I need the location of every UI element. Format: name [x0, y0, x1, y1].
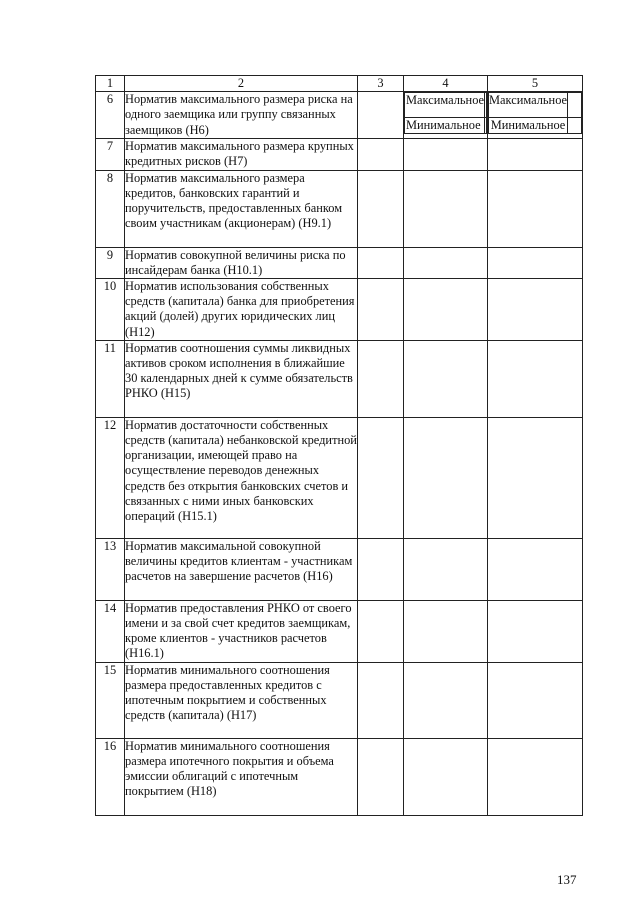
value-cell	[358, 417, 404, 538]
min-value-box[interactable]	[568, 118, 582, 134]
page-number: 137	[557, 872, 577, 887]
row-number: 6	[96, 92, 125, 139]
normative-name: Норматив минимального соотношения размера предоставленных кредитов с ипотечным покрытием и собственных средств (капитала) (Н17)	[125, 662, 358, 738]
table-header-row	[96, 76, 583, 92]
normative-name: Норматив соотношения суммы ликвидных активов сроком исполнения в ближайшие 30 календарных дней к сумме обязательств РНКО (Н15)	[125, 340, 358, 417]
normative-name: Норматив максимального размера крупных кредитных рисков (Н7)	[125, 139, 358, 170]
table-row	[96, 170, 583, 247]
value-cell	[404, 247, 488, 278]
normative-name: Норматив минимального соотношения размера ипотечного покрытия и объема эмиссии облигаций с ипотечным покрытием (Н18)	[125, 738, 358, 815]
value-cell	[404, 738, 488, 815]
min-label: Минимальное	[405, 118, 485, 134]
table-row	[96, 92, 583, 139]
value-cell	[404, 170, 488, 247]
header-cell: 4	[404, 76, 488, 92]
row-number: 16	[96, 738, 125, 815]
value-cell	[358, 738, 404, 815]
row-number: 9	[96, 247, 125, 278]
value-cell	[488, 170, 583, 247]
limit-cell	[404, 92, 488, 139]
table-row	[96, 340, 583, 417]
value-cell	[488, 738, 583, 815]
row-number: 7	[96, 139, 125, 170]
table-row	[96, 662, 583, 738]
value-cell	[358, 139, 404, 170]
normative-name: Норматив совокупной величины риска по инсайдерам банка (Н10.1)	[125, 247, 358, 278]
table-row	[96, 139, 583, 170]
row-number: 10	[96, 279, 125, 341]
max-label: Максимальное	[489, 93, 568, 118]
table-row	[96, 417, 583, 538]
min-value-box[interactable]	[485, 118, 487, 134]
value-cell	[488, 538, 583, 600]
normative-name: Норматив использования собственных средств (капитала) банка для приобретения акций (долей) других юридических лиц (Н12)	[125, 279, 358, 341]
table-row	[96, 247, 583, 278]
value-cell	[358, 170, 404, 247]
table-row	[96, 738, 583, 815]
value-cell	[404, 340, 488, 417]
max-value-box[interactable]	[568, 93, 582, 118]
value-cell	[358, 279, 404, 341]
normative-name: Норматив предоставления РНКО от своего имени и за свой счет кредитов заемщикам, кроме клиентов - участников расчетов (Н16.1)	[125, 600, 358, 662]
value-cell	[358, 247, 404, 278]
value-cell	[358, 662, 404, 738]
value-cell	[488, 247, 583, 278]
value-cell	[358, 600, 404, 662]
value-cell	[488, 340, 583, 417]
value-cell	[404, 538, 488, 600]
header-cell: 3	[358, 76, 404, 92]
header-cell: 1	[96, 76, 125, 92]
value-cell	[488, 662, 583, 738]
normative-name: Норматив достаточности собственных средств (капитала) небанковской кредитной организации, имеющей право на осуществление переводов денежных средств без открытия банковских счетов и связанных с ними иных банковских операций (Н15.1)	[125, 417, 358, 538]
min-label: Минимальное	[489, 118, 568, 134]
max-label: Максимальное	[405, 93, 485, 118]
value-cell	[404, 600, 488, 662]
value-cell	[404, 279, 488, 341]
value-cell	[488, 417, 583, 538]
normative-name: Норматив максимальной совокупной величины кредитов клиентам - участникам расчетов на завершение расчетов (Н16)	[125, 538, 358, 600]
value-cell	[488, 279, 583, 341]
normative-name: Норматив максимального размера кредитов, банковских гарантий и поручительств, предоставленных банком своим участникам (акционерам) (Н9.1)	[125, 170, 358, 247]
normative-name: Норматив максимального размера риска на одного заемщика или группу связанных заемщиков (Н6)	[125, 92, 358, 139]
value-cell	[488, 139, 583, 170]
row-number: 12	[96, 417, 125, 538]
row-number: 8	[96, 170, 125, 247]
value-cell	[488, 600, 583, 662]
value-cell	[358, 92, 404, 139]
value-cell	[358, 538, 404, 600]
header-cell: 5	[488, 76, 583, 92]
min-max-grid	[488, 92, 582, 134]
table-row	[96, 538, 583, 600]
value-cell	[404, 662, 488, 738]
min-max-grid	[404, 92, 487, 134]
row-number: 15	[96, 662, 125, 738]
table-row	[96, 600, 583, 662]
max-value-box[interactable]	[485, 93, 487, 118]
value-cell	[404, 417, 488, 538]
row-number: 11	[96, 340, 125, 417]
row-number: 13	[96, 538, 125, 600]
table-row	[96, 279, 583, 341]
row-number: 14	[96, 600, 125, 662]
value-cell	[358, 340, 404, 417]
limit-cell	[488, 92, 583, 139]
value-cell	[404, 139, 488, 170]
header-cell: 2	[125, 76, 358, 92]
normatives-table	[95, 75, 583, 816]
